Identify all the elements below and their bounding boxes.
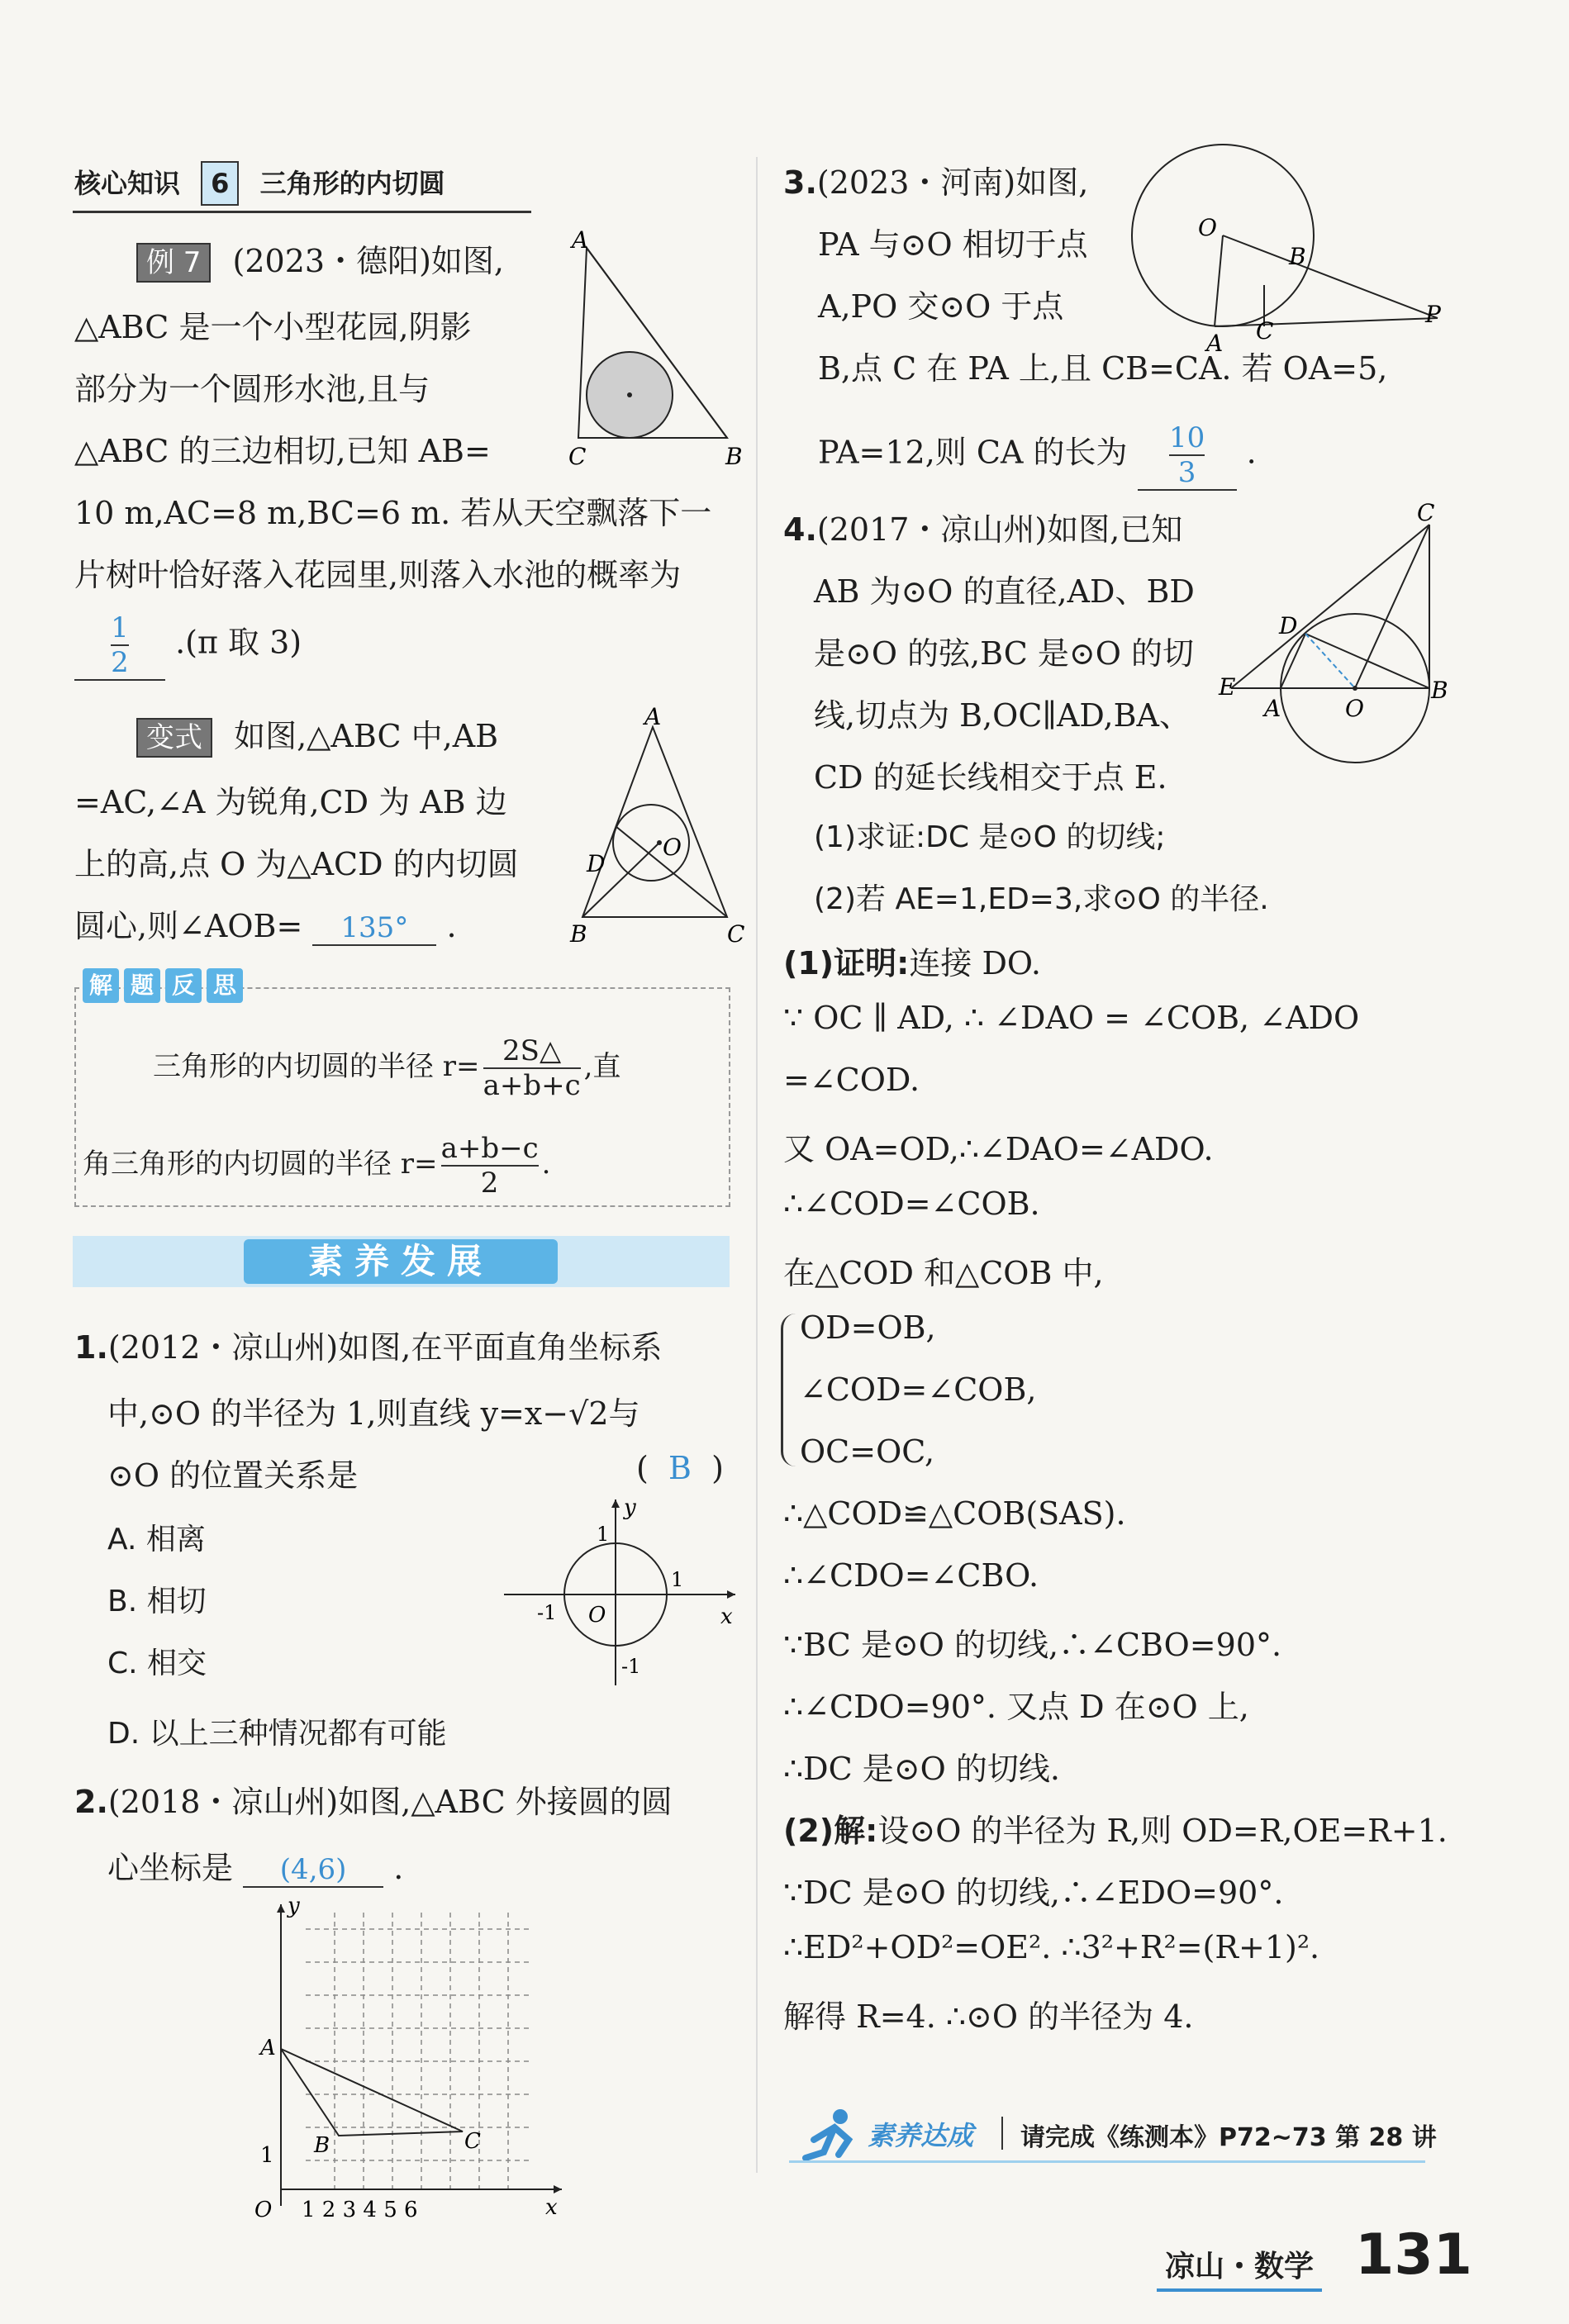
q4-figure bbox=[1219, 499, 1471, 764]
solution-line-9: ∴△COD≌△COB(SAS). bbox=[783, 1495, 1126, 1532]
reflection-line-2: 角三角形的内切圆的半径 r= $\frac{a+b-c}{2}$ . bbox=[83, 1132, 551, 1200]
svg-text:1: 1 bbox=[671, 1568, 684, 1591]
svg-text:C: C bbox=[568, 443, 587, 470]
q3-line-1: 3.(2023・河南)如图, bbox=[783, 164, 1089, 201]
q2-figure bbox=[248, 1896, 578, 2222]
example7-line-1: 例 7 (2023・德阳)如图, bbox=[136, 235, 504, 283]
system-brace bbox=[781, 1314, 801, 1466]
section-number: 6 bbox=[201, 161, 239, 206]
footer-separator bbox=[1001, 2117, 1003, 2150]
svg-text:B: B bbox=[570, 920, 587, 948]
solution-line-4: ∴∠COD=∠COB. bbox=[783, 1186, 1040, 1222]
example7-line-5: 10 m,AC=8 m,BC=6 m. 若从天空飘落下一 bbox=[74, 495, 712, 531]
q4-line-3: 是⊙O 的弦,BC 是⊙O 的切 bbox=[814, 635, 1195, 672]
q3-answer: $\frac{10}{3}$ bbox=[1138, 421, 1237, 491]
solution-line-11: ∵BC 是⊙O 的切线,∴∠CBO=90°. bbox=[783, 1627, 1282, 1663]
svg-text:C: C bbox=[1256, 317, 1274, 345]
solution-line-1: ∵ OC ∥ AD, ∴ ∠DAO = ∠COB, ∠ADO bbox=[783, 1000, 1360, 1036]
solution-line-6: OD=OB, bbox=[800, 1309, 936, 1346]
q3-line-5: PA=12,则 CA 的长为 $\frac{10}{3}$ . bbox=[818, 421, 1257, 489]
reflection-tag-4: 思 bbox=[207, 968, 243, 1003]
svg-text:C: C bbox=[727, 920, 745, 948]
q4-line-4: 线,切点为 B,OC∥AD,BA、 bbox=[814, 697, 1191, 734]
q2-answer: (4,6) bbox=[243, 1853, 383, 1888]
q1-figure bbox=[496, 1491, 744, 1690]
q1-option-d: D. 以上三种情况都有可能 bbox=[107, 1717, 447, 1751]
q1-line-1: 1.(2012・凉山州)如图,在平面直角坐标系 bbox=[74, 1329, 663, 1366]
reflection-tag-2: 题 bbox=[124, 968, 160, 1003]
q4-line-2: AB 为⊙O 的直径,AD、BD bbox=[814, 573, 1195, 610]
column-divider bbox=[756, 157, 758, 2173]
svg-text:x: x bbox=[720, 1604, 733, 1629]
solution-line-7: ∠COD=∠COB, bbox=[800, 1371, 1037, 1408]
variant-tag: 变式 bbox=[136, 718, 212, 758]
solution-line-12: ∴∠CDO=90°. 又点 D 在⊙O 上, bbox=[783, 1689, 1249, 1725]
svg-text:B: B bbox=[1289, 243, 1306, 270]
solution-p2-line-3: ∴ED²+OD²=OE². ∴3²+R²=(R+1)². bbox=[783, 1929, 1320, 1965]
q2-line-2: 心坐标是 (4,6) . bbox=[107, 1850, 404, 1886]
svg-text:1 2 3 4 5 6: 1 2 3 4 5 6 bbox=[302, 2198, 418, 2222]
svg-text:A: A bbox=[1264, 695, 1281, 722]
svg-text:B: B bbox=[725, 443, 743, 470]
solution-line-10: ∴∠CDO=∠CBO. bbox=[783, 1557, 1039, 1594]
section-title: 三角形的内切圆 bbox=[259, 168, 445, 199]
variant-line-4: 圆心,则∠AOB= 135° . bbox=[74, 908, 457, 944]
q4-line-5: CD 的延长线相交于点 E. bbox=[814, 759, 1167, 796]
svg-text:A: A bbox=[1206, 330, 1224, 357]
svg-text:1: 1 bbox=[597, 1523, 610, 1546]
svg-text:P: P bbox=[1425, 301, 1441, 328]
svg-text:O: O bbox=[254, 2198, 273, 2222]
q4-line-1: 4.(2017・凉山州)如图,已知 bbox=[783, 511, 1183, 548]
svg-text:-1: -1 bbox=[537, 1601, 557, 1624]
svg-text:D: D bbox=[587, 850, 606, 877]
svg-text:O: O bbox=[1345, 695, 1364, 722]
q1-line-2: 中,⊙O 的半径为 1,则直线 y=x−√2与 bbox=[107, 1395, 640, 1432]
variant-line-3: 上的高,点 O 为△ACD 的内切圆 bbox=[74, 846, 519, 882]
svg-text:O: O bbox=[663, 834, 682, 861]
reflection-tag-1: 解 bbox=[83, 968, 119, 1003]
section-header bbox=[74, 161, 445, 206]
svg-text:A: A bbox=[644, 703, 662, 730]
example7-answer: $\frac{1}{2}$ bbox=[74, 611, 165, 681]
variant-answer: 135° bbox=[312, 911, 436, 946]
svg-text:O: O bbox=[1198, 214, 1217, 241]
svg-text:B: B bbox=[1431, 677, 1448, 704]
svg-text:O: O bbox=[588, 1603, 606, 1628]
solution-line-2: =∠COD. bbox=[783, 1062, 920, 1098]
q3-line-4: B,点 C 在 PA 上,且 CB=CA. 若 OA=5, bbox=[818, 350, 1388, 387]
example7-answer-line: $\frac{1}{2}$ .(π 取 3) bbox=[74, 611, 302, 681]
svg-text:C: C bbox=[1417, 499, 1435, 526]
runner-icon bbox=[789, 2107, 872, 2165]
footer-region-underline bbox=[1157, 2288, 1322, 2292]
solution-p2-line-4: 解得 R=4. ∴⊙O 的半径为 4. bbox=[783, 1998, 1194, 2035]
variant-figure bbox=[562, 703, 752, 948]
solution-line-3: 又 OA=OD,∴∠DAO=∠ADO. bbox=[783, 1131, 1214, 1167]
example7-line-6: 片树叶恰好落入花园里,则落入水池的概率为 bbox=[74, 557, 682, 593]
q1-option-a: A. 相离 bbox=[107, 1523, 206, 1556]
solution-p1-line-1: (1)证明:连接 DO. bbox=[783, 945, 1041, 981]
solution-line-5: 在△COD 和△COB 中, bbox=[783, 1255, 1104, 1291]
example7-line-4: △ABC 的三边相切,已知 AB= bbox=[74, 433, 491, 469]
section-rule bbox=[73, 211, 531, 213]
svg-text:C: C bbox=[464, 2129, 481, 2154]
example-tag: 例 7 bbox=[136, 243, 211, 283]
q1-line-3: ⊙O 的位置关系是 bbox=[107, 1457, 359, 1494]
page-number: 131 bbox=[1355, 2222, 1472, 2288]
q4-subq-1: (1)求证:DC 是⊙O 的切线; bbox=[814, 820, 1166, 854]
svg-text:-1: -1 bbox=[621, 1655, 641, 1678]
q1-option-c: C. 相交 bbox=[107, 1647, 207, 1680]
svg-text:A: A bbox=[572, 226, 589, 254]
solution-line-13: ∴DC 是⊙O 的切线. bbox=[783, 1751, 1060, 1787]
variant-line-1: 变式 如图,△ABC 中,AB bbox=[136, 711, 498, 758]
q1-option-b: B. 相切 bbox=[107, 1585, 207, 1618]
svg-text:A: A bbox=[260, 2036, 276, 2060]
example7-line-3: 部分为一个圆形水池,且与 bbox=[74, 371, 430, 407]
section-banner: 素养发展 bbox=[244, 1239, 558, 1284]
svg-text:D: D bbox=[1279, 612, 1298, 639]
svg-text:y: y bbox=[288, 1894, 300, 1918]
solution-p2-line-1: (2)解:设⊙O 的半径为 R,则 OD=R,OE=R+1. bbox=[783, 1813, 1448, 1849]
svg-text:y: y bbox=[624, 1495, 636, 1520]
svg-text:1: 1 bbox=[260, 2143, 274, 2168]
example7-figure bbox=[562, 223, 752, 471]
svg-text:E: E bbox=[1219, 673, 1236, 701]
reflection-line-1: 三角形的内切圆的半径 r= $\frac{2S\triangle}{a+b+c}$ ,直 bbox=[153, 1034, 621, 1102]
q1-answer: ( B ) bbox=[636, 1450, 724, 1486]
section-label: 核心知识 bbox=[74, 168, 181, 199]
reflection-tag-3: 反 bbox=[165, 968, 202, 1003]
q3-line-3: A,PO 交⊙O 于点 bbox=[818, 288, 1064, 325]
solution-p2-line-2: ∵DC 是⊙O 的切线,∴∠EDO=90°. bbox=[783, 1875, 1284, 1911]
svg-text:B: B bbox=[314, 2133, 330, 2158]
q3-line-2: PA 与⊙O 相切于点 bbox=[818, 226, 1088, 263]
example7-line-2: △ABC 是一个小型花园,阴影 bbox=[74, 309, 472, 345]
variant-line-2: =AC,∠A 为锐角,CD 为 AB 边 bbox=[74, 784, 507, 820]
footer-rule bbox=[789, 2160, 1425, 2163]
solution-line-8: OC=OC, bbox=[800, 1433, 935, 1470]
footer-brand: 素养达成 bbox=[868, 2120, 974, 2151]
q3-figure bbox=[1132, 153, 1454, 357]
q4-subq-2: (2)若 AE=1,ED=3,求⊙O 的半径. bbox=[814, 882, 1269, 916]
footer-task: 请完成《练测本》P72~73 第 28 讲 bbox=[1020, 2123, 1437, 2152]
footer-region: 凉山・数学 bbox=[1165, 2250, 1315, 2284]
svg-text:x: x bbox=[545, 2195, 558, 2220]
q2-line-1: 2.(2018・凉山州)如图,△ABC 外接圆的圆 bbox=[74, 1784, 673, 1820]
